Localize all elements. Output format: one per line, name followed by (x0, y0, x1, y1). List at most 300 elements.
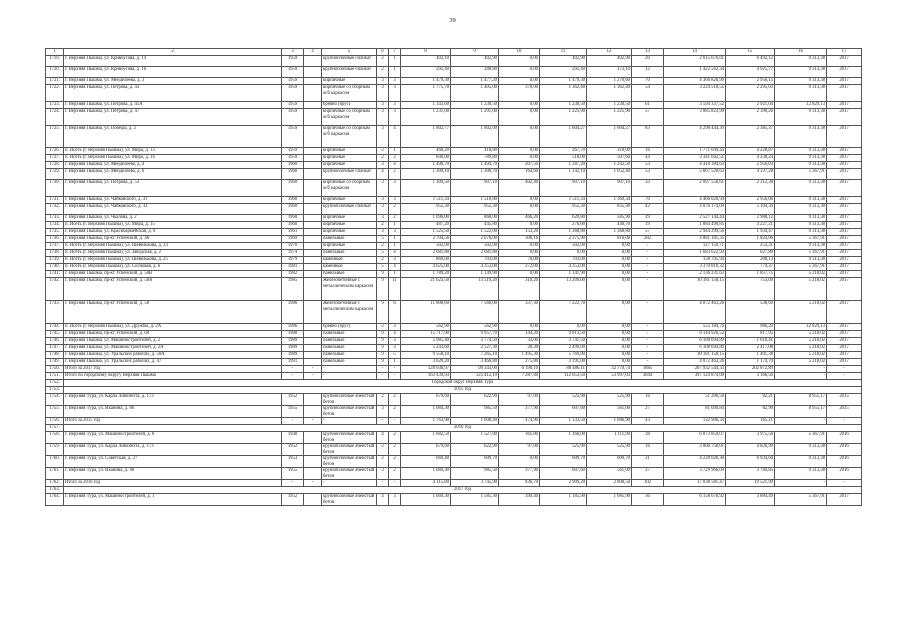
table-cell-col-9: 985,50 (451, 468, 499, 480)
table-cell-col-1: 1759. (46, 444, 64, 456)
table-cell-col-6: 9 (377, 331, 389, 338)
table-cell-col-10: 0,00 (499, 456, 540, 468)
table-cell-col-11: 5 769,80 (540, 352, 587, 359)
table-cell-col-4 (304, 406, 322, 418)
table-cell-col-2: г. Верхняя Пышма, ул. Петрова, д. 45А (64, 102, 282, 109)
table-cell-col-11: 907,10 (540, 180, 587, 197)
table-cell-col-5: крупноблочные ячеистый бетон (322, 494, 377, 506)
table-cell-col-12: 0,00 (587, 301, 632, 324)
table-cell-col-10: 0,00 (499, 271, 540, 278)
table-cell-col-16: 5 218,02 (775, 331, 827, 338)
table-cell-col-1: 1760. (46, 456, 64, 468)
table-cell-col-11: 3 741,50 (540, 338, 587, 345)
column-number-cell: 3 (282, 49, 304, 56)
table-cell-col-16: 9 313,38 (775, 257, 827, 264)
table-cell-col-2: п. Исеть (г. Верхняя Пышма), ул. Мира, д. 15 (64, 222, 282, 229)
table-cell-col-11: 1 142,10 (540, 169, 587, 180)
table-cell-col-6: 3 (377, 406, 389, 418)
table-cell-col-5: бревно (брус) (322, 102, 377, 109)
table-cell-col-6: 9 (377, 338, 389, 345)
table-cell-col-9: 7 265,10 (451, 352, 499, 359)
table-cell-col-7: 1 (389, 271, 401, 278)
table-cell-col-16: 12 829,13 (775, 102, 827, 109)
table-cell-col-9: 789,80 (451, 155, 499, 162)
table-cell-col-15: 3 166,56 (726, 373, 775, 380)
table-cell-col-17: 2017 (827, 271, 862, 278)
table-cell-col-7: 3 (389, 494, 401, 506)
table-cell-col-7: 2 (389, 155, 401, 162)
column-number-row (46, 49, 862, 56)
table-cell-col-15: 4 230,24 (726, 155, 775, 162)
table-cell-col-2: Итого за 2016 год (64, 480, 282, 487)
table-cell-col-17: 2017 (827, 78, 862, 85)
table-cell-col-11: 1 604,27 (540, 126, 587, 148)
table-cell-col-3: 1960 (282, 215, 304, 222)
table-cell-col-12: 1 368,80 (587, 229, 632, 236)
table-cell-col-13: - (632, 264, 664, 271)
table-cell-col-7: - (389, 418, 401, 425)
table-cell-col-13: - (632, 301, 664, 324)
table-cell-col-1: 1750. (46, 366, 64, 373)
table-cell-col-9: 1 230,50 (451, 102, 499, 109)
table-cell-col-12: 525,90 (587, 394, 632, 406)
table-cell-col-6: 3 (377, 126, 389, 148)
table-cell-col-13: - (632, 352, 664, 359)
table-cell-col-12: 1 362,40 (587, 85, 632, 102)
table-cell-col-3: 1989 (282, 352, 304, 359)
table-cell-col-17: 2017 (827, 109, 862, 126)
table-cell-col-2: г. Верхняя Пышма, ул. Кривоусова, д. 16 (64, 67, 282, 78)
table-cell-col-17: 2017 (827, 56, 862, 67)
table-cell-col-13: 19 (632, 222, 664, 229)
table-cell-col-2: Итого за 2017 год (64, 366, 282, 373)
total-row (46, 418, 862, 425)
table-cell-col-14: 132 906,34 (664, 418, 726, 425)
table-cell-col-14: 3 085 823,99 (664, 109, 726, 126)
table-row (46, 229, 862, 236)
table-cell-col-6: 3 (377, 215, 389, 222)
table-cell-col-2: п. Исеть (г. Верхняя Пышма), ул. Дружбы, д. 2А (64, 324, 282, 331)
table-cell-col-4: - (304, 373, 322, 380)
table-cell-col-17: 2017 (827, 331, 862, 338)
table-cell-col-10: 153,20 (499, 229, 540, 236)
table-row (46, 257, 862, 264)
table-cell-col-9: 288,80 (451, 67, 499, 78)
table-cell-col-7: 4 (389, 250, 401, 257)
table-cell-col-17: 2017 (827, 180, 862, 197)
table-cell-col-12: 1 111,90 (587, 432, 632, 444)
table-cell-col-15: 3 975,56 (726, 432, 775, 444)
table-cell-col-10: 402,40 (499, 180, 540, 197)
table-cell-col-13: 38 (632, 432, 664, 444)
table-cell-col-2: г. Верхняя Пышма, ул. Чайковского, д. 33 (64, 204, 282, 215)
table-cell-col-16: 9 313,38 (775, 109, 827, 126)
table-cell-col-16: - (775, 418, 827, 425)
table-cell-col-17: 2017 (827, 169, 862, 180)
table-cell-col-10: 0,00 (499, 243, 540, 250)
table-cell-col-15: 200,13 (726, 257, 775, 264)
table-cell-col-12: 0,00 (587, 278, 632, 301)
table-cell-col-1: 1747. (46, 345, 64, 352)
table-cell-col-15: 5 104,34 (726, 204, 775, 215)
table-cell-col-4 (304, 331, 322, 338)
table-cell-col-10: 474,90 (499, 418, 540, 425)
table-cell-col-3: 1959 (282, 56, 304, 67)
table-cell-col-5: кирпичные (322, 78, 377, 85)
table-cell-col-9: 2 676,00 (451, 236, 499, 243)
table-cell-col-7: 1 (389, 243, 401, 250)
table-cell-col-6: 2 (377, 456, 389, 468)
table-row (46, 494, 862, 506)
column-number-cell: 16 (775, 49, 827, 56)
table-cell-col-17: 2017 (827, 222, 862, 229)
table-cell-col-15: 6 492,12 (726, 56, 775, 67)
table-cell-col-17: 2017 (827, 204, 862, 215)
table-cell-col-9: 502,00 (451, 243, 499, 250)
table-cell-col-6: 2 (377, 222, 389, 229)
table-cell-col-10: 0,00 (499, 56, 540, 67)
table-cell-col-5: - (322, 480, 377, 487)
table-cell-col-4 (304, 85, 322, 102)
table-cell-col-14: 10 181 158,15 (664, 352, 726, 359)
table-cell-col-2: г. Верхняя Пышма, ул. Уральских рабочих, д. 50А (64, 352, 282, 359)
table-row (46, 352, 862, 359)
table-cell-col-1: 1745. (46, 331, 64, 338)
table-cell-col-11: 1 141,90 (540, 271, 587, 278)
table-cell-col-1: 1749. (46, 359, 64, 366)
table-cell-col-9: 1 522,00 (451, 229, 499, 236)
table-cell-col-6: 2 (377, 148, 389, 155)
section-heading-row (46, 487, 862, 494)
table-cell-col-17: 2017 (827, 338, 862, 345)
table-cell-col-16: 9 313,38 (775, 155, 827, 162)
table-row (46, 278, 862, 301)
table-cell-col-9: 7 560,00 (451, 301, 499, 324)
table-cell-col-16: 9 313,38 (775, 197, 827, 204)
table-cell-col-16: 9 313,38 (775, 456, 827, 468)
table-cell-col-3: - (282, 366, 304, 373)
table-cell-col-10: 306,16 (499, 236, 540, 243)
table-cell-col-8: 487,20 (401, 222, 451, 229)
table-cell-col-2: г. Верхняя Пышма, ул. Кривоусова, д. 14 (64, 56, 282, 67)
table-cell-col-16: 5 218,02 (775, 338, 827, 345)
table-cell-col-1: 1746. (46, 338, 64, 345)
table-cell-col-12: 585,90 (587, 215, 632, 222)
table-cell-col-3: 1970 (282, 243, 304, 250)
table-cell-col-15: 3 784,85 (726, 468, 775, 480)
table-cell-col-3: - (282, 373, 304, 380)
table-cell-col-4 (304, 204, 322, 215)
table-cell-col-8: 2 704,56 (401, 236, 451, 243)
table-cell-col-7: 2 (389, 406, 401, 418)
table-cell-col-13: 1885 (632, 366, 664, 373)
table-cell-col-8: 15 717,90 (401, 331, 451, 338)
table-cell-col-1: 1754. (46, 394, 64, 406)
table-cell-col-3: 1986 (282, 324, 304, 331)
table-cell-col-7: 3 (389, 85, 401, 102)
table-cell-col-11: 1 166,00 (540, 432, 587, 444)
table-cell-col-2: г. Верхняя Тура, ул. Карла Либкнехта, д. 173 (64, 444, 282, 456)
table-cell-col-7: 1 (389, 148, 401, 155)
table-cell-col-5: крупноблочные ячеистый бетон (322, 406, 377, 418)
table-cell-col-12: 173,10 (587, 67, 632, 78)
table-cell-col-11: 1 230,50 (540, 102, 587, 109)
table-cell-col-4 (304, 444, 322, 456)
table-cell-col-7: 3 (389, 109, 401, 126)
table-cell-col-4 (304, 169, 322, 180)
table-cell-col-4 (304, 126, 322, 148)
section-title-cell: Городской округ Верхняя Тура (64, 380, 862, 387)
table-cell-col-3: 1960 (282, 204, 304, 215)
table-cell-col-2: п. Исеть (г. Верхняя Пышма), ул. Сосновая, д. 6 (64, 264, 282, 271)
table-cell-col-9: 562,90 (451, 324, 499, 331)
table-cell-col-16: 9 313,38 (775, 85, 827, 102)
row-number-cell: 1752. (46, 380, 64, 387)
table-cell-col-1: 1727. (46, 155, 64, 162)
table-cell-col-14: 3 224 518,55 (664, 85, 726, 102)
table-row (46, 331, 862, 338)
table-row (46, 67, 862, 78)
column-number-cell: 2 (64, 49, 282, 56)
table-cell-col-17: 2017 (827, 257, 862, 264)
table-cell-col-16: 9 313,38 (775, 56, 827, 67)
table-cell-col-15: 1 401,38 (726, 352, 775, 359)
table-cell-col-1: 1726. (46, 148, 64, 155)
table-cell-col-7: 3 (389, 324, 401, 331)
table-cell-col-9: 1 405,00 (451, 85, 499, 102)
table-cell-col-6: 9 (377, 278, 389, 301)
table-cell-col-9: 418,80 (451, 148, 499, 155)
table-cell-col-17: 2015 (827, 394, 862, 406)
table-cell-col-1: 1739. (46, 257, 64, 264)
table-cell-col-1: 1732. (46, 204, 64, 215)
table-cell-col-12: 0,00 (587, 338, 632, 345)
table-cell-col-15: 2 385,37 (726, 126, 775, 148)
table-row (46, 215, 862, 222)
table-cell-col-5: крупноблочные ячеистый бетон (322, 394, 377, 406)
table-cell-col-5: кирпичные (322, 148, 377, 155)
table-cell-col-2: г. Верхняя Пышма, пр-кт Успенский, д. 48 (64, 236, 282, 243)
table-cell-col-6: - (377, 373, 389, 380)
table-cell-col-4: - (304, 418, 322, 425)
table-cell-col-5: крупноблочные ячеистый бетон (322, 432, 377, 444)
apartment-buildings-register-table (45, 48, 862, 506)
table-cell-col-11: 1 287,20 (540, 162, 587, 169)
table-cell-col-7: 2 (389, 204, 401, 215)
table-row (46, 406, 862, 418)
section-heading-row (46, 380, 862, 387)
table-cell-col-5: кирпичные (322, 197, 377, 204)
table-cell-col-15: 2 956,15 (726, 78, 775, 85)
table-cell-col-10: 272,00 (499, 264, 540, 271)
table-cell-col-4 (304, 67, 322, 78)
table-cell-col-17: 2015 (827, 406, 862, 418)
table-cell-col-12: 402,90 (587, 56, 632, 67)
table-cell-col-3: - (282, 480, 304, 487)
table-cell-col-8: 1 763,90 (401, 418, 451, 425)
table-cell-col-15: 753,09 (726, 278, 775, 301)
section-title-cell: 2015 год (64, 387, 862, 394)
table-cell-col-1: 1764. (46, 494, 64, 506)
table-cell-col-13: - (632, 359, 664, 366)
table-cell-col-13: - (632, 331, 664, 338)
column-number-cell: 10 (499, 49, 540, 56)
table-cell-col-13: 33 (632, 180, 664, 197)
table-cell-col-14: 4 298 444,39 (664, 126, 726, 148)
table-cell-col-1: 1729. (46, 169, 64, 180)
table-cell-col-5: бревно (брус) (322, 324, 377, 331)
table-cell-col-17: 2017 (827, 264, 862, 271)
table-cell-col-15: 2 295,03 (726, 85, 775, 102)
table-cell-col-1: 1743. (46, 301, 64, 324)
table-cell-col-12: 609,70 (587, 456, 632, 468)
table-cell-col-11: 955,30 (540, 204, 587, 215)
table-cell-col-11: 0,00 (540, 324, 587, 331)
table-cell-col-8: 1 669,30 (401, 494, 451, 506)
table-cell-col-1: 1721. (46, 78, 64, 85)
table-cell-col-3: 1959 (282, 148, 304, 155)
table-cell-col-9: 609,70 (451, 456, 499, 468)
table-cell-col-15: 2 988,12 (726, 215, 775, 222)
table-cell-col-3: 1959 (282, 155, 304, 162)
table-cell-col-8: 5 985,40 (401, 338, 451, 345)
table-cell-col-4 (304, 243, 322, 250)
table-cell-col-10: 377,90 (499, 406, 540, 418)
table-cell-col-13: 53 (632, 169, 664, 180)
table-cell-col-10: 0,00 (499, 67, 540, 78)
table-cell-col-7: 2 (389, 444, 401, 456)
table-cell-col-7: 1 (389, 56, 401, 67)
table-cell-col-5: Железобетонные с металлическим каркасом (322, 278, 377, 301)
table-cell-col-16: - (775, 480, 827, 487)
table-cell-col-13: 3044 (632, 373, 664, 380)
page-number: 39 (449, 17, 456, 24)
table-cell-col-2: г. Верхняя Пышма, ул. Красноармейская, д. 9 (64, 229, 282, 236)
table-cell-col-17: 2017 (827, 67, 862, 78)
table-cell-col-2: г. Верхняя Тура, ул. Карла Либкнехта, д. 173 (64, 394, 282, 406)
table-cell-col-14: 4 466 020,94 (664, 197, 726, 204)
table-cell-col-17: 2017 (827, 243, 862, 250)
table-cell-col-2: г. Верхняя Пышма, пр-кт Успенский, д. 60 (64, 331, 282, 338)
table-cell-col-1: 1737. (46, 243, 64, 250)
table-cell-col-5: кирпичные со сборным ж/б каркасом (322, 180, 377, 197)
table-row (46, 271, 862, 278)
table-cell-col-2: г. Верхняя Пышма, ул. Победы, д. 2 (64, 126, 282, 148)
table-cell-col-14: 555 184,76 (664, 324, 726, 331)
table-cell-col-11: 9 813,50 (540, 331, 587, 338)
table-cell-col-6: 2 (377, 444, 389, 456)
table-cell-col-7: 3 (389, 180, 401, 197)
table-cell-col-12: 1 086,90 (587, 418, 632, 425)
table-cell-col-16: 5 218,02 (775, 345, 827, 352)
table-cell-col-5: - (322, 373, 377, 380)
table-cell-col-12: 0,00 (587, 331, 632, 338)
table-cell-col-4 (304, 56, 322, 67)
table-cell-col-17: 2017 (827, 162, 862, 169)
table-cell-col-2: г. Верхняя Пышма, ул. Чайковского, д. 31 (64, 197, 282, 204)
table-cell-col-7: 3 (389, 229, 401, 236)
table-cell-col-13: 16 (632, 444, 664, 456)
table-cell-col-13: 36 (632, 494, 664, 506)
table-cell-col-11: 13 209,00 (540, 278, 587, 301)
table-cell-col-17: 2017 (827, 352, 862, 359)
table-cell-col-2: п. Исеть (г. Верхняя Пышма), ул. Заводская, д. 2 (64, 250, 282, 257)
table-cell-col-3: 1955 (282, 406, 304, 418)
table-cell-col-9: 13 519,20 (451, 278, 499, 301)
table-cell-col-15: 627,80 (726, 250, 775, 257)
table-cell-col-6: - (377, 366, 389, 373)
table-cell-col-17: 2016 (827, 444, 862, 456)
table-cell-col-6: 5 (377, 264, 389, 271)
table-cell-col-7: 4 (389, 331, 401, 338)
table-cell-col-9: 2 527,30 (451, 345, 499, 352)
table-cell-col-15: 3 884,49 (726, 494, 775, 506)
table-cell-col-14: 158 705,94 (664, 257, 726, 264)
table-cell-col-1: 1722. (46, 85, 64, 102)
table-cell-col-2: п. Исеть (г. Верхняя Пышма), ул. Мира, д. 13 (64, 148, 282, 155)
table-cell-col-3: 1969 (282, 236, 304, 243)
section-heading-row (46, 425, 862, 432)
table-cell-col-8: 669,40 (401, 456, 451, 468)
table-cell-col-4 (304, 236, 322, 243)
table-cell-col-14: 127 159,71 (664, 243, 726, 250)
table-cell-col-15: 4 337,28 (726, 169, 775, 180)
table-cell-col-5: крупноблочные силикат (322, 169, 377, 180)
table-cell-col-17: 2017 (827, 359, 862, 366)
table-row (46, 180, 862, 197)
table-cell-col-7: 3 (389, 338, 401, 345)
row-number-cell: 1763. (46, 487, 64, 494)
table-row (46, 468, 862, 480)
table-cell-col-11: 629,80 (540, 215, 587, 222)
table-row (46, 162, 862, 169)
table-cell-col-17: - (827, 418, 862, 425)
table-cell-col-11: 2 499,00 (540, 345, 587, 352)
table-cell-col-8: 1 231,00 (401, 109, 451, 126)
table-cell-col-2: г. Верхняя Пышма, ул. Менделеева, д. 4 (64, 162, 282, 169)
table-cell-col-17: 2017 (827, 155, 862, 162)
table-cell-col-9: 868,00 (451, 215, 499, 222)
table-cell-col-14: 6 108 694,89 (664, 345, 726, 352)
table-cell-col-1: 1723. (46, 102, 64, 109)
table-cell-col-13: 282 (632, 236, 664, 243)
table-cell-col-11: 7 222,70 (540, 301, 587, 324)
table-cell-col-16: 9 313,38 (775, 229, 827, 236)
table-cell-col-14: 207 932 544,33 (664, 366, 726, 373)
table-cell-col-2: п. Исеть (г. Верхняя Пышма), ул. Шевелькова, д. 25 (64, 257, 282, 264)
table-cell-col-13: 70 (632, 197, 664, 204)
table-cell-col-10: 97,00 (499, 444, 540, 456)
table-cell-col-7: 2 (389, 432, 401, 444)
table-cell-col-17: 2016 (827, 432, 862, 444)
column-number-cell: 1 (46, 49, 64, 56)
table-cell-col-2: г. Верхняя Пышма, ул. Уральских рабочих, д. 47 (64, 359, 282, 366)
table-cell-col-7: 1 (389, 359, 401, 366)
table-cell-col-16: 5 218,02 (775, 352, 827, 359)
table-cell-col-5: крупноблочные силикат (322, 204, 377, 215)
table-cell-col-14: 1 422 562,34 (664, 67, 726, 78)
table-cell-col-4 (304, 432, 322, 444)
table-cell-col-8: 1 096,00 (401, 215, 451, 222)
table-cell-col-3: 1981 (282, 264, 304, 271)
table-cell-col-3: 1952 (282, 494, 304, 506)
table-cell-col-14: 4 876 174,09 (664, 204, 726, 215)
table-cell-col-2: г. Верхняя Тура, ул. Иканина, д. 86 (64, 406, 282, 418)
table-cell-col-6: 2 (377, 56, 389, 67)
table-cell-col-17: 2017 (827, 102, 862, 109)
table-cell-col-14: 10 181 158,15 (664, 278, 726, 301)
table-cell-col-7: 3 (389, 197, 401, 204)
